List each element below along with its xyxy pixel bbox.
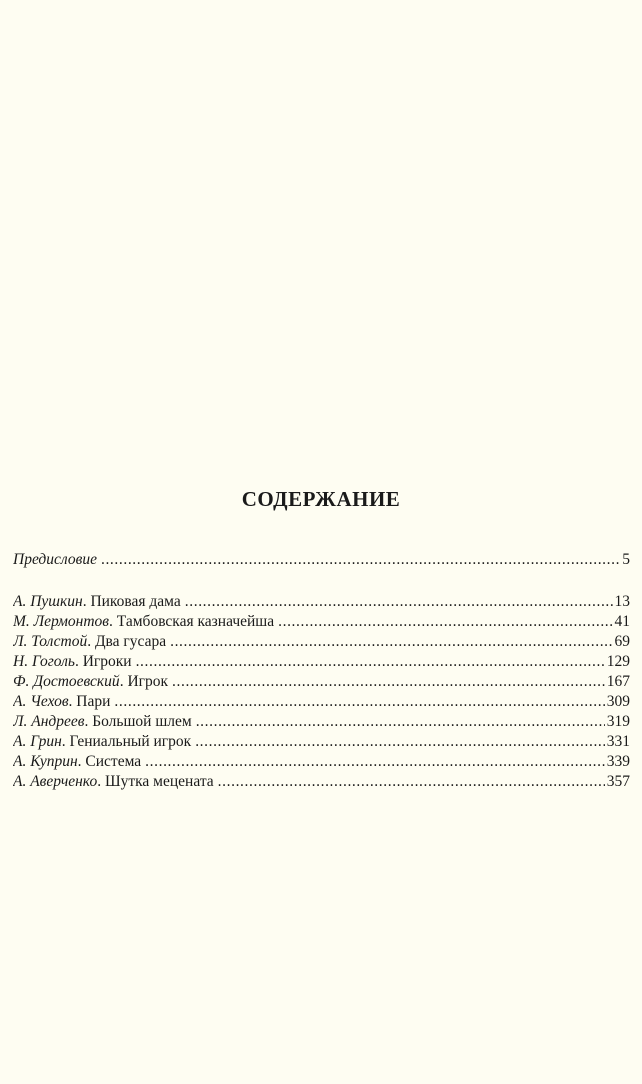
toc-entry-title: Тамбовская казначейша (116, 613, 275, 630)
toc-leader-dots (136, 652, 605, 672)
toc-leader-dots (218, 772, 605, 792)
toc-entry[interactable] (13, 672, 630, 692)
toc-entry-author: А. Аверченко (13, 773, 98, 790)
toc-entry-author: Н. Гоголь (13, 653, 75, 670)
toc-entry-page: 331 (606, 733, 630, 750)
toc-entry-title: Игрок (127, 673, 169, 690)
toc-leader-dots (172, 672, 605, 692)
toc-entry-title: Пари (76, 693, 111, 710)
toc-entry-preface[interactable] (13, 550, 630, 570)
toc-entry-page: 319 (606, 713, 630, 730)
toc-entry-title: Большой шлем (92, 713, 192, 730)
toc-separator: . (74, 653, 83, 670)
toc-leader-dots (278, 612, 612, 632)
toc-entry-title: Два гусара (94, 633, 167, 650)
toc-entry-author: Ф. Достоевский (13, 673, 120, 690)
toc-entry[interactable] (13, 772, 630, 792)
toc-separator: . (82, 593, 91, 610)
toc-entry[interactable] (13, 712, 630, 732)
toc-entry-page: 5 (622, 551, 630, 568)
toc-preface-list (13, 550, 630, 570)
toc-entry-page: 13 (614, 593, 630, 610)
toc-leader-dots (114, 692, 604, 712)
toc-separator: . (77, 753, 86, 770)
toc-entry-author: Л. Андреев (13, 713, 85, 730)
toc-entry-author: А. Чехов (13, 693, 69, 710)
toc-entry-author: Л. Толстой (13, 633, 88, 650)
toc-separator: . (84, 713, 93, 730)
toc-entry-page: 69 (614, 633, 630, 650)
toc-leader-dots (196, 712, 605, 732)
toc-entry-title: Игроки (82, 653, 132, 670)
toc-heading: СОДЕРЖАНИЕ (241, 487, 401, 511)
toc-entry-page: 167 (606, 673, 630, 690)
toc-leader-dots (145, 752, 605, 772)
toc-entries-list (13, 592, 630, 792)
toc-entry-page: 357 (606, 773, 630, 790)
toc-entry-author: М. Лермонтов (13, 613, 110, 630)
toc-entry-title: Предисловие (13, 551, 97, 568)
toc-entry-author: А. Куприн (13, 753, 78, 770)
toc-separator: . (119, 673, 128, 690)
toc-entry[interactable] (13, 692, 630, 712)
toc-entry-title: Гениальный игрок (69, 733, 192, 750)
toc-leader-dots (185, 592, 613, 612)
toc-separator: . (68, 693, 77, 710)
toc-entry[interactable] (13, 632, 630, 652)
toc-separator: . (61, 733, 70, 750)
toc-entry[interactable] (13, 652, 630, 672)
toc-leader-dots (195, 732, 605, 752)
toc-entry-page: 129 (606, 653, 630, 670)
toc-separator: . (97, 773, 105, 790)
toc-entry-title: Система (85, 753, 142, 770)
toc-leader-dots (101, 550, 620, 570)
toc-leader-dots (170, 632, 612, 652)
toc-entry-page: 309 (606, 693, 630, 710)
toc-entry-title: Шутка мецената (104, 773, 214, 790)
toc-separator: . (87, 633, 95, 650)
toc-entry-author: А. Грин (13, 733, 62, 750)
toc-separator: . (109, 613, 117, 630)
toc-entry[interactable] (13, 752, 630, 772)
toc-entry-title: Пиковая дама (90, 593, 181, 610)
toc-entry[interactable] (13, 612, 630, 632)
toc-entry[interactable] (13, 592, 630, 612)
toc-entry[interactable] (13, 732, 630, 752)
toc-entry-page: 339 (606, 753, 630, 770)
toc-entry-author: А. Пушкин (13, 593, 83, 610)
toc-entry-page: 41 (614, 613, 630, 630)
